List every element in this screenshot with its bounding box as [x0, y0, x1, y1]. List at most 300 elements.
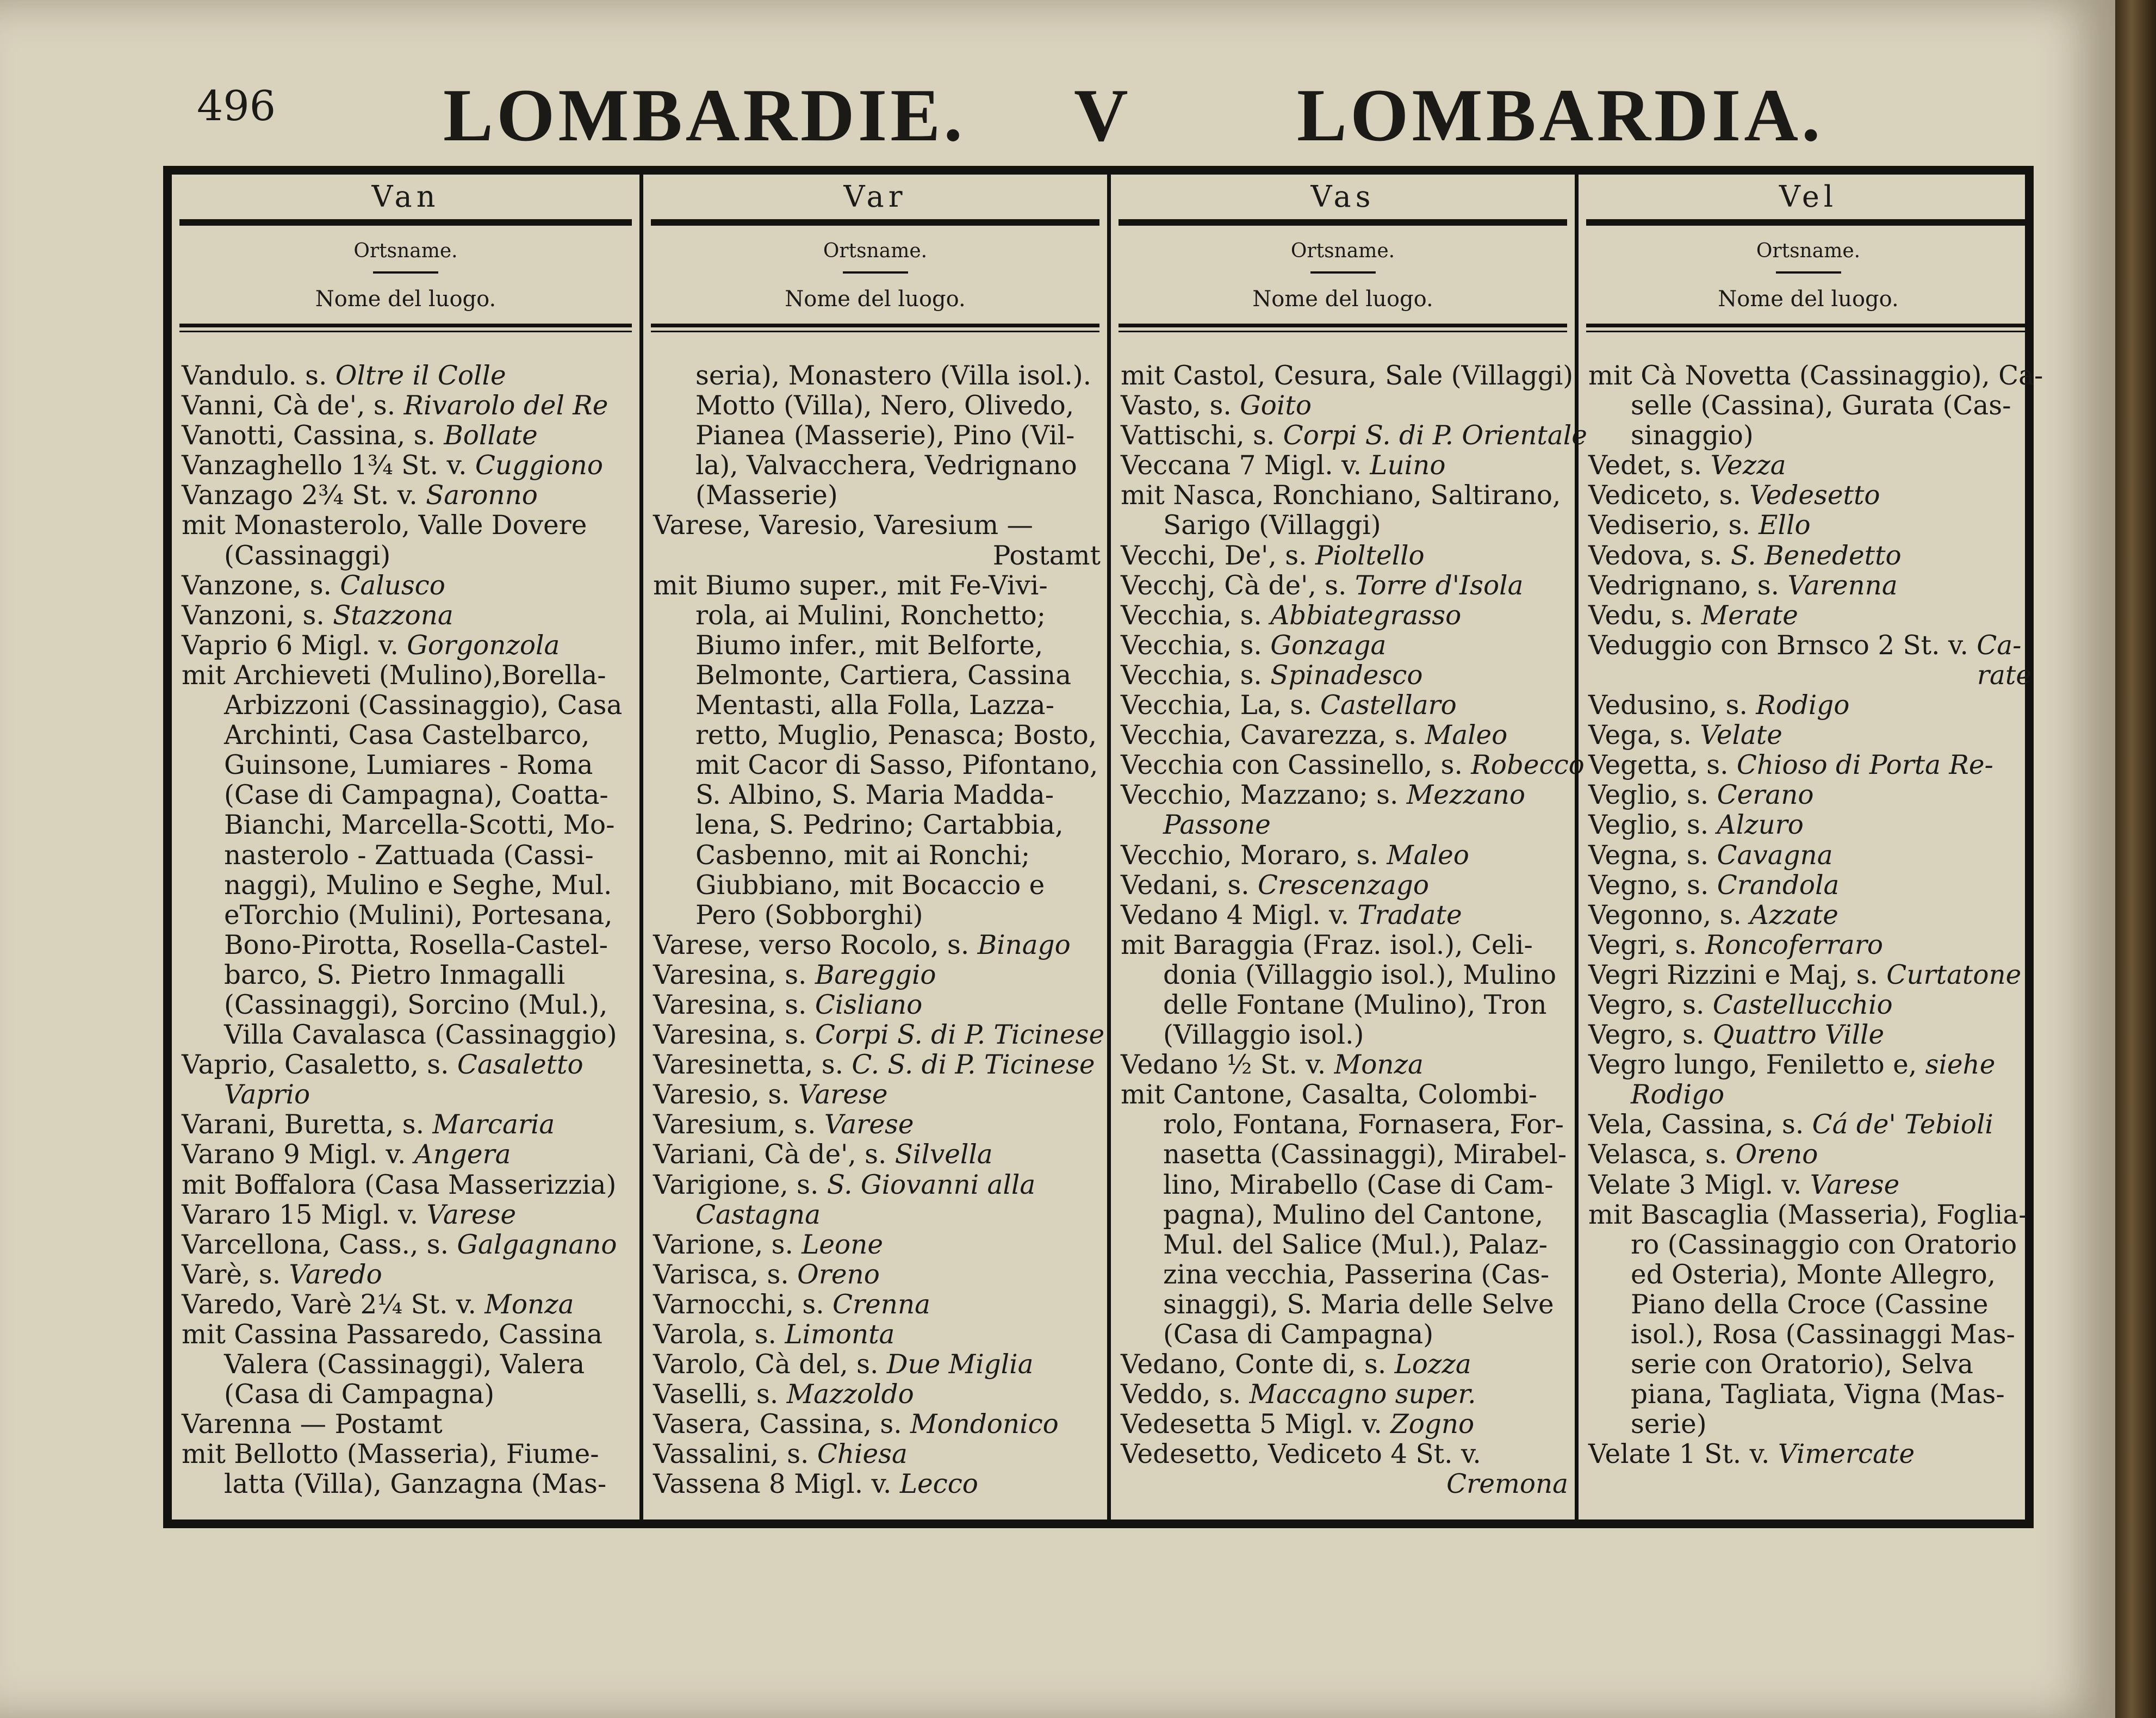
entry-text: rola, ai Mulini, Ronchetto;: [695, 600, 1046, 631]
entry-text: mit Cassina Passaredo, Cassina: [182, 1319, 603, 1350]
entry-parish: rate: [1977, 660, 2031, 691]
entry-row: [182, 631, 633, 661]
entry-text: Varcellona, Cass., s.: [182, 1229, 457, 1260]
entry-row: [1121, 691, 1568, 721]
entry-text: Veddo, s.: [1121, 1379, 1250, 1410]
entry-parish: Passone: [1163, 810, 1271, 841]
entry-row: [653, 391, 1101, 421]
entry-text: (Case di Campagna), Coatta-: [224, 780, 608, 811]
entry-text: Varolo, Cà del, s.: [653, 1349, 887, 1380]
entry-text: isol.), Rosa (Cassinaggi Mas-: [1631, 1319, 2015, 1350]
entry-row: [1121, 481, 1568, 511]
entry-text: (Casa di Campagna): [224, 1379, 495, 1410]
entry-parish: Leone: [801, 1229, 883, 1260]
entry-text: Villa Cavalasca (Cassinaggio): [224, 1020, 617, 1051]
entry-text: Vassena 8 Migl. v.: [653, 1469, 900, 1500]
entry-row: [182, 990, 633, 1020]
entry-text: (Cassinaggi): [224, 540, 391, 571]
entry-row: [653, 751, 1101, 780]
entry-parish: Cerano: [1717, 780, 1814, 811]
entry-row: [182, 511, 633, 541]
column-heading: Van: [371, 179, 440, 214]
entry-row: [1588, 871, 2031, 901]
entry-parish: Gonzaga: [1270, 630, 1387, 661]
entry-row: [1121, 1050, 1568, 1080]
entry-text: Giubbiano, mit Bocaccio e: [695, 870, 1045, 901]
entry-row: [1121, 661, 1568, 691]
entry-row: [182, 960, 633, 990]
entry-row: [1121, 1290, 1568, 1320]
entry-text: Vanotti, Cassina, s.: [182, 420, 444, 451]
entry-text: Varione, s.: [653, 1229, 802, 1260]
entry-row: [653, 421, 1101, 451]
entry-text: Vegetta, s.: [1588, 750, 1737, 781]
entry-row: [182, 1200, 633, 1230]
entry-text: Vedano ½ St. v.: [1121, 1050, 1334, 1081]
entry-parish: Roncoferraro: [1705, 929, 1883, 960]
entry-text: la), Valvacchera, Vedrignano: [695, 450, 1077, 481]
entry-text: Varesium, s.: [653, 1109, 824, 1140]
entry-text: Vegno, s.: [1588, 870, 1717, 901]
entry-row: [653, 1290, 1101, 1320]
entry-row: [653, 1050, 1101, 1080]
entry-parish: Zogno: [1390, 1409, 1475, 1440]
entry-parish: Alzuro: [1717, 810, 1804, 841]
entry-row: [1121, 451, 1568, 481]
entry-row: [1588, 631, 2031, 661]
entry-text: Vedet, s.: [1588, 450, 1711, 481]
entry-row: [1588, 391, 2031, 421]
entry-parish: S. Benedetto: [1730, 540, 1902, 571]
entry-row: [1121, 391, 1568, 421]
entry-parish: Corpi S. di P. Ticinese: [815, 1020, 1105, 1051]
entry-text: Vaprio 6 Migl. v.: [182, 630, 407, 661]
column-subheading-nome: Nome del luogo.: [1252, 287, 1433, 312]
entry-text: Varigione, s.: [653, 1169, 827, 1200]
entry-row: [182, 931, 633, 960]
entry-text: (Cassinaggi), Sorcino (Mul.),: [224, 989, 608, 1020]
entry-row: [1121, 810, 1568, 840]
entry-text: mit Baraggia (Fraz. isol.), Celi-: [1121, 929, 1533, 960]
entry-parish: Bollate: [444, 420, 538, 451]
entry-row: [182, 1440, 633, 1469]
entry-row: [182, 601, 633, 631]
entry-text: Vecchia, s.: [1121, 660, 1271, 691]
entry-text: Veglio, s.: [1588, 810, 1717, 841]
entry-row: [1588, 1410, 2031, 1440]
entry-row: [182, 1320, 633, 1350]
entry-row: [1588, 1200, 2031, 1230]
entry-parish: Cavagna: [1717, 840, 1833, 871]
entry-row: [653, 1230, 1101, 1260]
entry-text: Vassalini, s.: [653, 1439, 817, 1470]
entry-row: [653, 451, 1101, 481]
entry-row: [182, 1140, 633, 1170]
entry-row: [182, 1410, 633, 1440]
entry-row: [182, 391, 633, 421]
entry-text: Varesina, s.: [653, 989, 815, 1020]
entry-parish: Varese: [426, 1199, 517, 1230]
entry-text: Velasca, s.: [1588, 1139, 1736, 1170]
entry-text: naggi), Mulino e Seghe, Mul.: [224, 870, 612, 901]
entry-row: [1121, 1350, 1568, 1380]
entry-row: [1588, 1440, 2031, 1469]
entry-row: [1588, 1350, 2031, 1380]
entry-row: [1121, 901, 1568, 931]
entry-row: [653, 721, 1101, 751]
entry-text: Vegonno, s.: [1588, 900, 1750, 931]
entry-row: [182, 780, 633, 810]
entry-text: mit Bellotto (Masseria), Fiume-: [182, 1439, 599, 1470]
entry-row: [653, 1140, 1101, 1170]
entry-parish: Crescenzago: [1257, 870, 1429, 901]
entry-text: selle (Cassina), Gurata (Cas-: [1631, 390, 2011, 421]
entry-text: Pianea (Masserie), Pino (Vil-: [695, 420, 1075, 451]
entry-parish: Limonta: [785, 1319, 895, 1350]
entry-row: [1588, 661, 2031, 691]
entry-text: delle Fontane (Mulino), Tron: [1163, 989, 1547, 1020]
entry-row: [653, 1260, 1101, 1290]
entry-row: [1121, 1410, 1568, 1440]
entry-row: [653, 1469, 1101, 1499]
entry-text: Vegro lungo, Feniletto e,: [1588, 1050, 1925, 1081]
entry-row: [653, 571, 1101, 601]
entry-row: [1121, 1080, 1568, 1110]
entry-text: Varesina, s.: [653, 959, 815, 990]
entry-row: [1588, 960, 2031, 990]
entry-parish: Oreno: [797, 1259, 880, 1290]
entry-parish: Bareggio: [815, 959, 936, 990]
entry-parish: Casaletto: [457, 1050, 583, 1081]
entry-row: [1588, 601, 2031, 631]
entry-parish: Robecco: [1471, 750, 1585, 781]
entry-text: ed Osteria), Monte Allegro,: [1631, 1259, 1996, 1290]
entry-row: [182, 1380, 633, 1410]
entry-text: Variani, Cà de', s.: [653, 1139, 895, 1170]
entry-row: [653, 810, 1101, 840]
entry-text: Vedesetto, Vediceto 4 St. v.: [1121, 1439, 1481, 1470]
entry-parish: Marcaria: [432, 1109, 555, 1140]
entry-text: Varisca, s.: [653, 1259, 798, 1290]
entry-text: mit Cacor di Sasso, Pifontano,: [695, 750, 1098, 781]
entry-text: Veccana 7 Migl. v.: [1121, 450, 1370, 481]
entry-text: Vecchia, s.: [1121, 600, 1271, 631]
entry-text: serie): [1631, 1409, 1707, 1440]
page-number: 496: [197, 82, 276, 130]
entry-parish: Vimercate: [1778, 1439, 1915, 1470]
entry-row: [1121, 1140, 1568, 1170]
entry-row: [1588, 931, 2031, 960]
entry-text: Bianchi, Marcella-Scotti, Mo-: [224, 810, 615, 841]
entry-row: [1588, 361, 2043, 391]
entry-text: nasterolo - Zattuada (Cassi-: [224, 840, 594, 871]
entry-parish: Silvella: [894, 1139, 993, 1170]
entry-text: Motto (Villa), Nero, Olivedo,: [695, 390, 1074, 421]
entry-parish: Castagna: [695, 1199, 821, 1230]
entry-row: [182, 871, 633, 901]
entry-parish: Varese: [1810, 1169, 1900, 1200]
entry-parish: Corpi S. di P. Orientale: [1283, 420, 1587, 451]
entry-text: Varnocchi, s.: [653, 1289, 832, 1320]
entry-row: [1588, 901, 2031, 931]
entry-row: [1588, 691, 2031, 721]
entry-parish: Varedo: [289, 1259, 382, 1290]
column-heading: Vel: [1779, 179, 1838, 214]
entry-text: Varè, s.: [182, 1259, 289, 1290]
entry-text: (Villaggio isol.): [1163, 1020, 1364, 1051]
entry-row: [1588, 1170, 2031, 1200]
gazetteer-table: [163, 166, 2043, 1528]
entry-row: [1121, 511, 1568, 541]
entry-text: Vecchio, Mazzano; s.: [1121, 780, 1407, 811]
entry-parish: Lozza: [1394, 1349, 1471, 1380]
entry-parish: Merate: [1701, 600, 1798, 631]
entry-parish: Cisliano: [815, 989, 923, 1020]
entry-parish: Saronno: [426, 480, 538, 511]
entry-list: [1121, 361, 1587, 1500]
entry-row: [653, 1320, 1101, 1350]
entry-text: Varani, Buretta, s.: [182, 1109, 433, 1140]
entry-text: Vanzone, s.: [182, 570, 340, 601]
entry-text: pagna), Mulino del Cantone,: [1163, 1199, 1544, 1230]
entry-text: lino, Mirabello (Case di Cam-: [1163, 1169, 1554, 1200]
column-vel: [1575, 175, 2043, 1519]
entry-parish: Binago: [977, 929, 1071, 960]
entry-text: Valera (Cassinaggi), Valera: [224, 1349, 585, 1380]
entry-parish: Cuggiono: [475, 450, 603, 481]
entry-row: [1121, 721, 1568, 751]
entry-parish: Vezza: [1710, 450, 1786, 481]
entry-text: mit Cà Novetta (Cassinaggio), Ca-: [1588, 361, 2043, 391]
entry-text: Velate 1 St. v.: [1588, 1439, 1778, 1470]
entry-parish: Crandola: [1717, 870, 1840, 901]
entry-text: Vedrignano, s.: [1588, 570, 1788, 601]
entry-row: [1588, 1290, 2031, 1320]
entry-row: [653, 631, 1101, 661]
entry-text: Biumo infer., mit Belforte,: [695, 630, 1043, 661]
entry-row: [653, 511, 1101, 541]
entry-row: [1588, 780, 2031, 810]
entry-text: Vanni, Cà de', s.: [182, 390, 404, 421]
entry-text: Varedo, Varè 2¼ St. v.: [182, 1289, 485, 1320]
entry-row: [1121, 780, 1568, 810]
entry-row: [1588, 1260, 2031, 1290]
entry-text: Vanzago 2¾ St. v.: [182, 480, 426, 511]
entry-text: Guinsone, Lumiares - Roma: [224, 750, 593, 781]
entry-parish: Vedesetto: [1749, 480, 1880, 511]
entry-parish: siehe: [1925, 1050, 1996, 1081]
entry-row: [653, 541, 1101, 571]
entry-row: [182, 751, 633, 780]
entry-text: Vegro, s.: [1588, 989, 1713, 1020]
entry-row: [653, 691, 1101, 721]
entry-text: Velate 3 Migl. v.: [1588, 1169, 1810, 1200]
entry-parish: Mazzoldo: [786, 1379, 914, 1410]
entry-text: Vediceto, s.: [1588, 480, 1750, 511]
entry-row: [653, 1200, 1101, 1230]
entry-row: [182, 1050, 633, 1080]
entry-text: Casbenno, mit ai Ronchi;: [695, 840, 1030, 871]
entry-row: [182, 1290, 633, 1320]
entry-text: Vediserio, s.: [1588, 510, 1759, 541]
entry-text: sinaggi), S. Maria delle Selve: [1163, 1289, 1554, 1320]
entry-parish: Crenna: [832, 1289, 930, 1320]
entry-text: Varesio, s.: [653, 1080, 798, 1111]
entry-row: [653, 1110, 1101, 1140]
entry-text: Vedesetta 5 Migl. v.: [1121, 1409, 1391, 1440]
entry-row: [182, 421, 633, 451]
entry-parish: Monza: [484, 1289, 574, 1320]
entry-row: [1121, 931, 1568, 960]
entry-text: Vegro, s.: [1588, 1020, 1713, 1051]
entry-text: Vedano 4 Migl. v.: [1121, 900, 1358, 931]
entry-text: Varesinetta, s.: [653, 1050, 852, 1081]
entry-row: [1588, 1140, 2031, 1170]
column-subheading-ortsname: Ortsname.: [823, 240, 928, 262]
entry-parish: Velate: [1700, 720, 1782, 751]
entry-row: [653, 871, 1101, 901]
entry-text: rolo, Fontana, Fornasera, For-: [1163, 1109, 1564, 1140]
entry-text: seria), Monastero (Villa isol.).: [695, 361, 1092, 391]
entry-row: [1121, 841, 1568, 871]
entry-row: [1588, 1110, 2031, 1140]
entry-row: [1588, 721, 2031, 751]
column-subheading-nome: Nome del luogo.: [315, 287, 496, 312]
entry-row: [653, 361, 1101, 391]
entry-parish: Varese: [824, 1109, 914, 1140]
entry-parish: Varenna: [1787, 570, 1898, 601]
entry-row: [1588, 990, 2031, 1020]
entry-row: [653, 1350, 1101, 1380]
entry-text: barco, S. Pietro Inmagalli: [224, 959, 566, 990]
entry-text: Varese, Varesio, Varesium —: [653, 510, 1033, 541]
entry-parish: Pioltello: [1315, 540, 1425, 571]
entry-parish: S. Giovanni alla: [827, 1169, 1036, 1200]
entry-row: [653, 661, 1101, 691]
entry-text: Vaprio, Casaletto, s.: [182, 1050, 457, 1081]
entry-row: [653, 1410, 1101, 1440]
entry-text: Vandulo. s.: [182, 361, 335, 391]
entry-text: Vanzoni, s.: [182, 600, 333, 631]
entry-row: [182, 901, 633, 931]
entry-text: Varano 9 Migl. v.: [182, 1139, 414, 1170]
entry-text: Vegna, s.: [1588, 840, 1717, 871]
entry-parish: Calusco: [340, 570, 445, 601]
entry-row: [1121, 1200, 1568, 1230]
entry-row: [1121, 960, 1568, 990]
entry-text: Arbizzoni (Cassinaggio), Casa: [224, 690, 623, 721]
entry-parish: Cá de' Tebioli: [1812, 1109, 1993, 1140]
entry-text: lena, S. Pedrino; Cartabbia,: [695, 810, 1064, 841]
title-italian: LOMBARDIA.: [1297, 73, 1824, 157]
entry-text: Vasto, s.: [1121, 390, 1240, 421]
book-spine: [2115, 0, 2156, 1718]
entry-parish: Rodigo: [1756, 690, 1850, 721]
entry-row: [1588, 1230, 2031, 1260]
entry-parish: Ello: [1759, 510, 1811, 541]
entry-row: [182, 1170, 633, 1200]
entry-parish: Varese: [798, 1080, 888, 1111]
entry-row: [653, 481, 1101, 511]
entry-row: [1121, 361, 1574, 391]
entry-row: [1121, 1230, 1568, 1260]
entry-row: [1121, 750, 1585, 781]
entry-row: [182, 661, 633, 691]
entry-row: [1121, 871, 1568, 901]
entry-row: [653, 841, 1101, 871]
entry-row: [182, 721, 633, 751]
entry-row: [1588, 421, 2031, 451]
entry-row: [182, 691, 633, 721]
entry-parish: Curtatone: [1886, 959, 2022, 990]
entry-text: Vararo 15 Migl. v.: [182, 1199, 427, 1230]
entry-text: mit Bascaglia (Masseria), Fogliа-: [1588, 1199, 2028, 1230]
entry-row: [1588, 841, 2031, 871]
entry-text: Vecchia, La, s.: [1121, 690, 1320, 721]
entry-row: [1121, 1380, 1568, 1410]
entry-row: [1588, 810, 2031, 840]
entry-text: Varenna — Postamt: [182, 1409, 443, 1440]
entry-parish: Oltre il Colle: [335, 361, 506, 391]
column-subheading-nome: Nome del luogo.: [1718, 287, 1899, 312]
entry-text: piana, Tagliata, Vigna (Mas-: [1631, 1379, 2005, 1410]
entry-text: zina vecchia, Passerina (Cas-: [1163, 1259, 1550, 1290]
entry-parish: Lecco: [899, 1469, 978, 1500]
entry-row: [1121, 1110, 1568, 1140]
entry-parish: Chioso di Porta Re-: [1736, 750, 1993, 781]
entry-parish: Mondonico: [910, 1409, 1059, 1440]
entry-row: [1121, 1320, 1568, 1350]
entry-text: Vega, s.: [1588, 720, 1700, 751]
entry-text: Sarigo (Villaggi): [1163, 510, 1381, 541]
entry-text: Vedu, s.: [1588, 600, 1701, 631]
entry-parish: Quattro Ville: [1712, 1020, 1885, 1051]
entry-row: [1588, 481, 2031, 511]
entry-row: [182, 571, 633, 601]
entry-text: mit Monasterolo, Valle Dovere: [182, 510, 587, 541]
entry-row: [653, 1440, 1101, 1469]
entry-row: [653, 601, 1101, 631]
entry-row: [1588, 1080, 2031, 1110]
entry-parish: Monza: [1334, 1050, 1424, 1081]
entry-text: mit Archieveti (Mulino),Borella-: [182, 660, 606, 691]
entry-row: [1588, 1380, 2031, 1410]
entry-row: [182, 810, 633, 840]
entry-row: [1588, 1050, 2031, 1080]
entry-row: [1588, 451, 2031, 481]
entry-text: donia (Villaggio isol.), Mulino: [1163, 959, 1557, 990]
entry-text: nasetta (Cassinaggi), Mirabel-: [1163, 1139, 1567, 1170]
entry-row: [1121, 601, 1568, 631]
entry-row: [653, 780, 1101, 810]
entry-text: Veglio, s.: [1588, 780, 1717, 811]
entry-text: mit Nasca, Ronchiano, Saltirano,: [1121, 480, 1561, 511]
column-van: [172, 175, 639, 1519]
entry-row: [182, 1469, 633, 1499]
entry-text: ro (Cassinaggio con Oratorio: [1631, 1229, 2017, 1260]
entry-parish: Maccagno super.: [1249, 1379, 1476, 1410]
entry-text: (Masserie): [695, 480, 838, 511]
entry-row: [1588, 511, 2031, 541]
entry-text: Vecchia, s.: [1121, 630, 1271, 661]
entry-text: S. Albino, S. Maria Madda-: [695, 780, 1054, 811]
entry-text: Piano della Croce (Cassine: [1631, 1289, 1989, 1320]
entry-text: serie con Oratorio), Selva: [1631, 1349, 1973, 1380]
column-subheading-ortsname: Ortsname.: [1756, 240, 1861, 262]
entry-row: [1588, 1320, 2031, 1350]
entry-text: eTorchio (Mulini), Portesana,: [224, 900, 613, 931]
entry-text: Vecchj, Cà de', s.: [1121, 570, 1355, 601]
